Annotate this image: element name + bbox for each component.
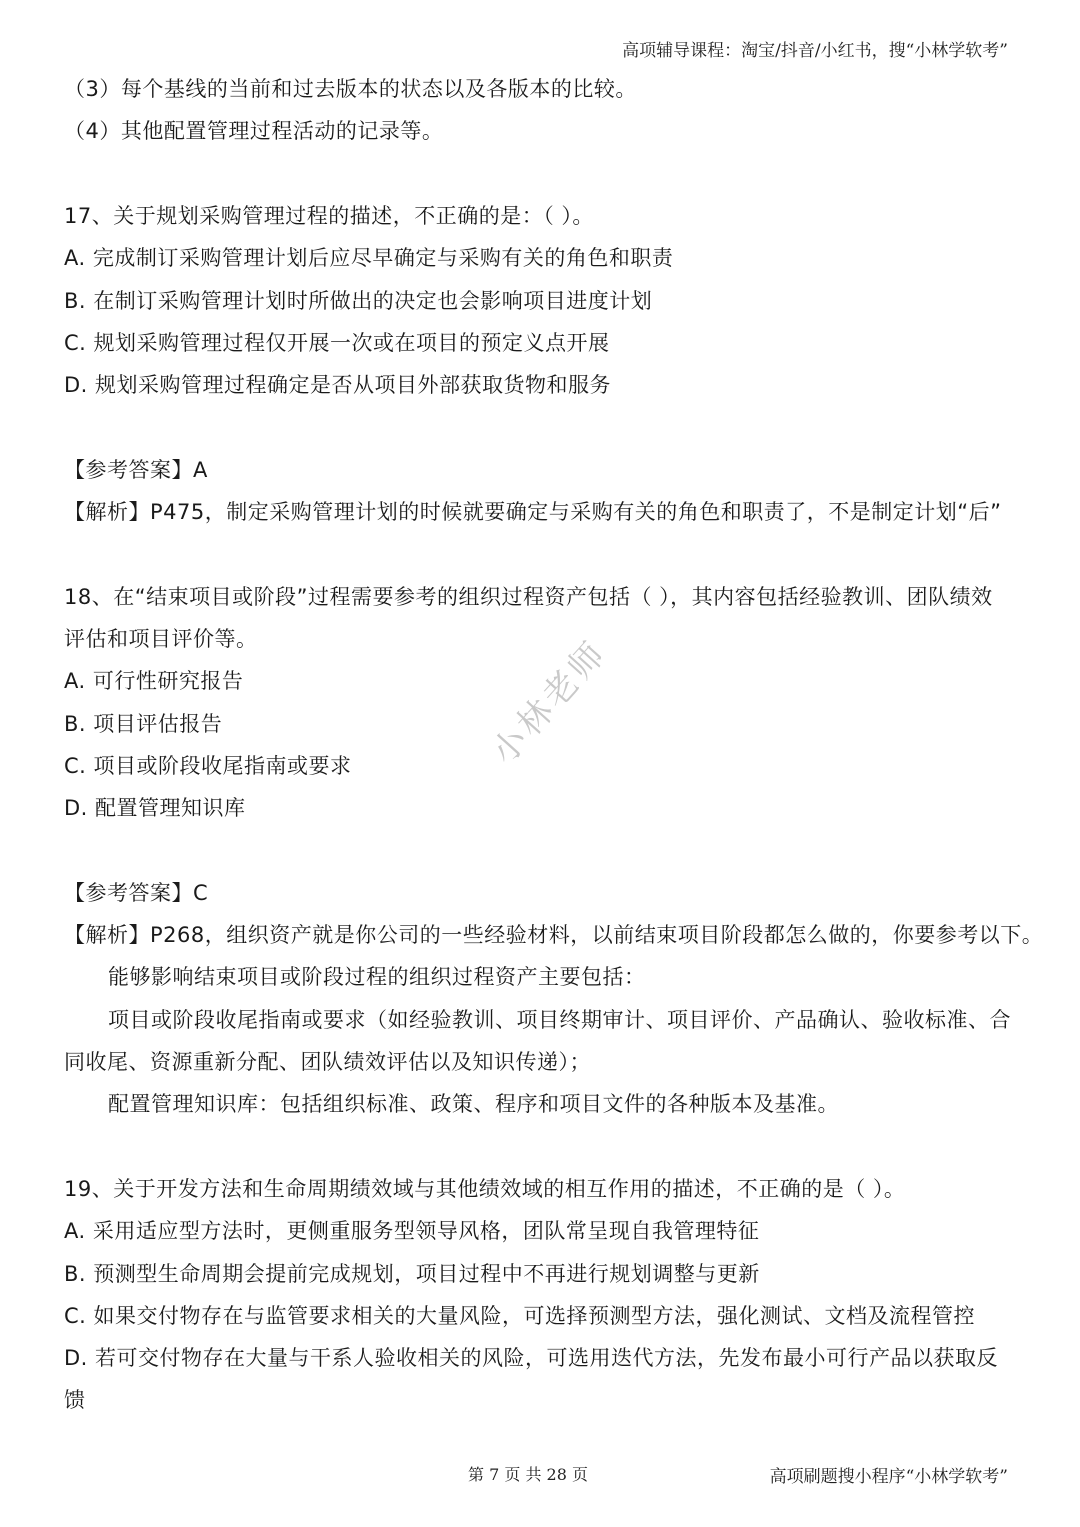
q18-answer: 【参考答案】C <box>64 881 209 905</box>
header-promo-note: 高项辅导课程：淘宝/抖音/小红书，搜“小林学软考” <box>622 41 1008 61</box>
q19-option-d-line2: 馈 <box>64 1388 86 1412</box>
q18-analysis: 【解析】P268，组织资产就是你公司的一些经验材料，以前结束项目阶段都怎么做的，你要参考以下。 <box>64 923 1044 947</box>
intro-item-3: （3）每个基线的当前和过去版本的状态以及各版本的比较。 <box>64 77 637 101</box>
q18-detail-1: 能够影响结束项目或阶段过程的组织过程资产主要包括： <box>108 965 646 989</box>
q18-option-d: D. 配置管理知识库 <box>64 796 246 820</box>
intro-item-4: （4）其他配置管理过程活动的记录等。 <box>64 119 444 143</box>
footer-promo-note: 高项刷题搜小程序“小林学软考” <box>769 1467 1008 1487</box>
page-number: 第 7 页 共 28 页 <box>468 1465 588 1484</box>
q18-option-c: C. 项目或阶段收尾指南或要求 <box>64 754 352 778</box>
q18-stem-line2: 评估和项目评价等。 <box>64 627 258 651</box>
q19-option-a: A. 采用适应型方法时，更侧重服务型领导风格，团队常呈现自我管理特征 <box>64 1219 760 1243</box>
q19-stem: 19、关于开发方法和生命周期绩效域与其他绩效域的相互作用的描述，不正确的是（ ）。 <box>64 1177 906 1201</box>
q17-answer: 【参考答案】A <box>64 458 208 482</box>
q18-option-a: A. 可行性研究报告 <box>64 669 244 693</box>
q17-analysis: 【解析】P475，制定采购管理计划的时候就要确定与采购有关的角色和职责了，不是制定计划“后” <box>64 500 1002 524</box>
q17-option-d: D. 规划采购管理过程确定是否从项目外部获取货物和服务 <box>64 373 612 397</box>
q19-option-b: B. 预测型生命周期会提前完成规划，项目过程中不再进行规划调整与更新 <box>64 1262 760 1286</box>
q18-detail-3: 配置管理知识库：包括组织标准、政策、程序和项目文件的各种版本及基准。 <box>108 1092 839 1116</box>
q17-option-a: A. 完成制订采购管理计划后应尽早确定与采购有关的角色和职责 <box>64 246 674 270</box>
q18-option-b: B. 项目评估报告 <box>64 712 223 736</box>
watermark-stamp: 小林老师 <box>483 632 616 773</box>
q18-stem-line1: 18、在“结束项目或阶段”过程需要参考的组织过程资产包括（ ），其内容包括经验教训、团队绩效 <box>64 585 993 609</box>
q17-stem: 17、关于规划采购管理过程的描述，不正确的是：（ ）。 <box>64 204 594 228</box>
q19-option-d-line1: D. 若可交付物存在大量与干系人验收相关的风险，可选用迭代方法，先发布最小可行产品以获取反 <box>64 1346 999 1370</box>
q18-detail-2a: 项目或阶段收尾指南或要求（如经验教训、项目终期审计、项目评价、产品确认、验收标准、合 <box>108 1008 1011 1032</box>
q17-option-b: B. 在制订采购管理计划时所做出的决定也会影响项目进度计划 <box>64 289 653 313</box>
q19-option-c: C. 如果交付物存在与监管要求相关的大量风险，可选择预测型方法，强化测试、文档及流程管控 <box>64 1304 976 1328</box>
q18-detail-2b: 同收尾、资源重新分配、团队绩效评估以及知识传递）； <box>64 1050 591 1074</box>
q17-option-c: C. 规划采购管理过程仅开展一次或在项目的预定义点开展 <box>64 331 610 355</box>
